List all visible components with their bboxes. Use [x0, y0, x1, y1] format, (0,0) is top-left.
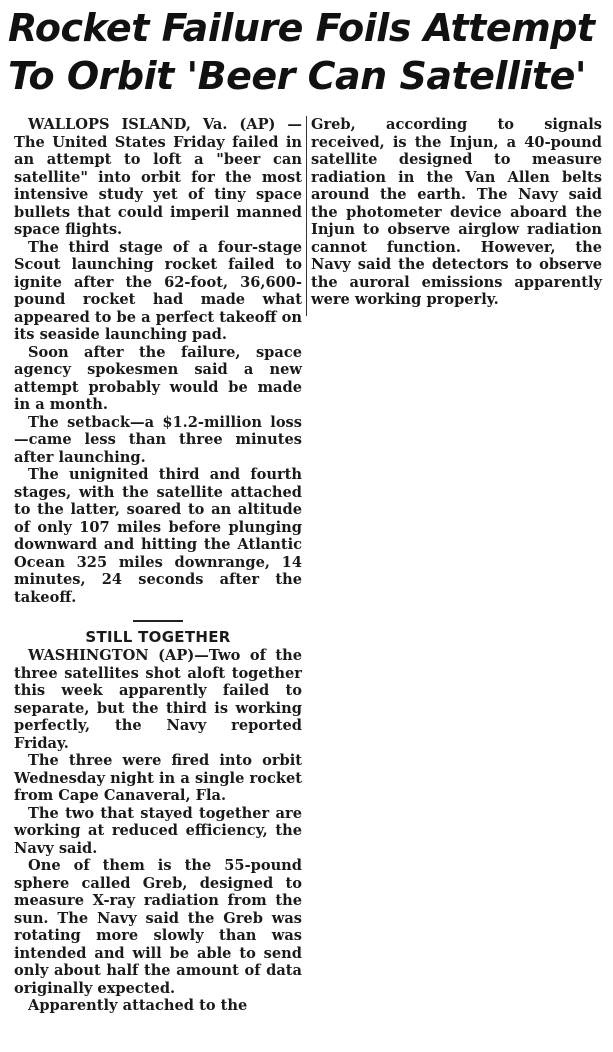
headline	[8, 4, 608, 100]
story1-paragraph-3: Soon after the failure, space agency spokesmen said a new attempt probably would be made in a month.	[14, 343, 302, 413]
story2-paragraph-5: Apparently attached to the	[28, 997, 248, 1014]
story1-paragraph-1: WALLOPS ISLAND, Va. (AP) —The United States Friday failed in an attempt to loft a "beer can satellite" into orbit for the most intensive study yet of tiny space bullets that could imperil manned space flights.	[14, 116, 302, 238]
story1-paragraph-5: The unignited third and fourth stages, with the satellite attached to the latter, soared to an altitude of only 107 miles before plunging downward and hitting the Atlantic Ocean 325 miles downrange, 14 minutes, 24 seconds after the takeoff.	[14, 466, 302, 606]
section-divider	[133, 620, 183, 622]
column-rule	[306, 116, 307, 316]
story2-continued: Greb, according to signals received, is the Injun, a 40-pound satellite designed to measure radiation in the Van Allen belts around the earth. The Navy said the photometer device aboard the Injun to observe airglow radiation cannot function. However, the Navy said the detectors to observe the auroral emissions apparently were working properly.	[311, 116, 602, 308]
story2-paragraph-3: The two that stayed together are working at reduced efficiency, the Navy said.	[14, 804, 302, 857]
subhead: STILL TOGETHER	[85, 628, 231, 646]
story2-paragraph-4: One of them is the 55-pound sphere called Greb, designed to measure X-ray radiation from the sun. The Navy said the Greb was rotating more slowly than was intended and will be able to send only about half the amount of data originally expected.	[14, 857, 302, 997]
story2-paragraph-2: The three were fired into orbit Wednesday night in a single rocket from Cape Canaveral, Fla.	[14, 752, 302, 804]
column-right	[311, 116, 602, 309]
column-left	[14, 116, 302, 1015]
story2-paragraph-1: WASHINGTON (AP)—Two of the three satellites shot aloft together this week apparently failed to separate, but the third is working perfectly, the Navy reported Friday.	[14, 647, 302, 752]
headline-line-1: Rocket Failure Foils Attempt	[8, 6, 595, 50]
story1-paragraph-4: The setback—a $1.2-million loss —came less than three minutes after launching.	[14, 413, 302, 466]
headline-line-2: To Orbit 'Beer Can Satellite'	[8, 54, 587, 98]
story1-paragraph-2: The third stage of a four-stage Scout launching rocket failed to ignite after the 62-foot, 36,600-pound rocket had made what appeared to be a perfect takeoff on its seaside launching pad.	[14, 238, 302, 343]
